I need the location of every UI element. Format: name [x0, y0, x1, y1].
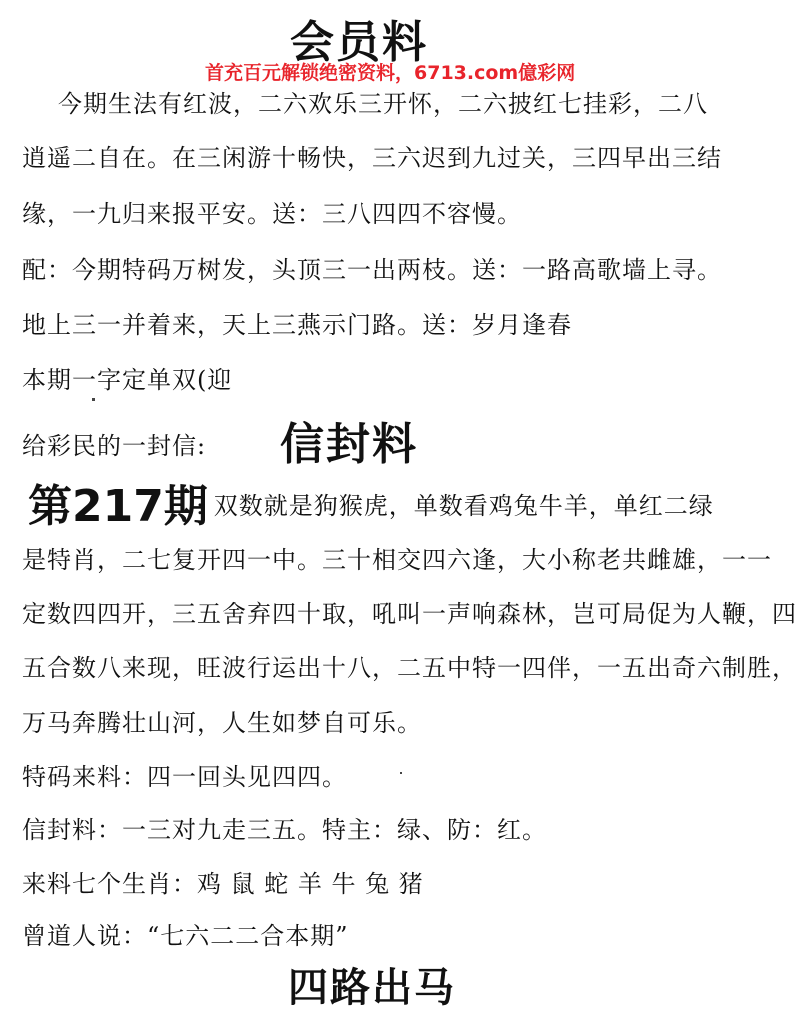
scan-speck	[400, 772, 402, 774]
paragraph-line: 逍遥二自在。在三闲游十畅快，三六迟到九过关，三四早出三结	[22, 144, 722, 172]
paragraph-line: 特码来料：四一回头见四四。	[22, 763, 347, 791]
paragraph-line: 本期一字定单双(迎	[22, 366, 233, 394]
paragraph-line: 配：今期特码万树发，头顶三一出两枝。送：一路高歌墙上寻。	[22, 256, 722, 284]
page-title: 会员料	[290, 17, 428, 68]
watermark-banner: 首充百元解锁绝密资料，6713.com億彩网	[205, 62, 576, 84]
scan-speck	[92, 398, 95, 401]
issue-number: 第217期	[28, 481, 208, 532]
paragraph-line: 信封料：一三对九走三五。特主：绿、防：红。	[22, 816, 547, 844]
paragraph-line: 今期生法有红波，二六欢乐三开怀，二六披红七挂彩，二八	[58, 90, 708, 118]
letter-label: 给彩民的一封信:	[22, 432, 207, 460]
paragraph-line: 来料七个生肖：鸡 鼠 蛇 羊 牛 兔 猪	[22, 870, 424, 898]
paragraph-line: 地上三一并着来，天上三燕示门路。送：岁月逢春	[22, 311, 572, 339]
paragraph-line: : 双数就是狗猴虎，单数看鸡兔牛羊，单红二绿	[196, 492, 714, 520]
paragraph-line: 五合数八来现，旺波行运出十八，二五中特一四伴，一五出奇六制胜，	[22, 654, 797, 682]
paragraph-line: 曾道人说：“七六二二合本期”	[22, 922, 349, 950]
paragraph-line: 万马奔腾壮山河，人生如梦自可乐。	[22, 709, 422, 737]
paragraph-line: 定数四四开，三五舍弃四十取，吼叫一声响森林，岂可局促为人鞭，四	[22, 600, 797, 628]
paragraph-line: 是特肖，二七复开四一中。三十相交四六逢，大小称老共雌雄，一一	[22, 546, 772, 574]
paragraph-line: 缘，一九归来报平安。送：三八四四不容慢。	[22, 200, 522, 228]
letter-title: 信封料	[280, 419, 418, 470]
footer-title: 四路出马	[288, 964, 456, 1011]
